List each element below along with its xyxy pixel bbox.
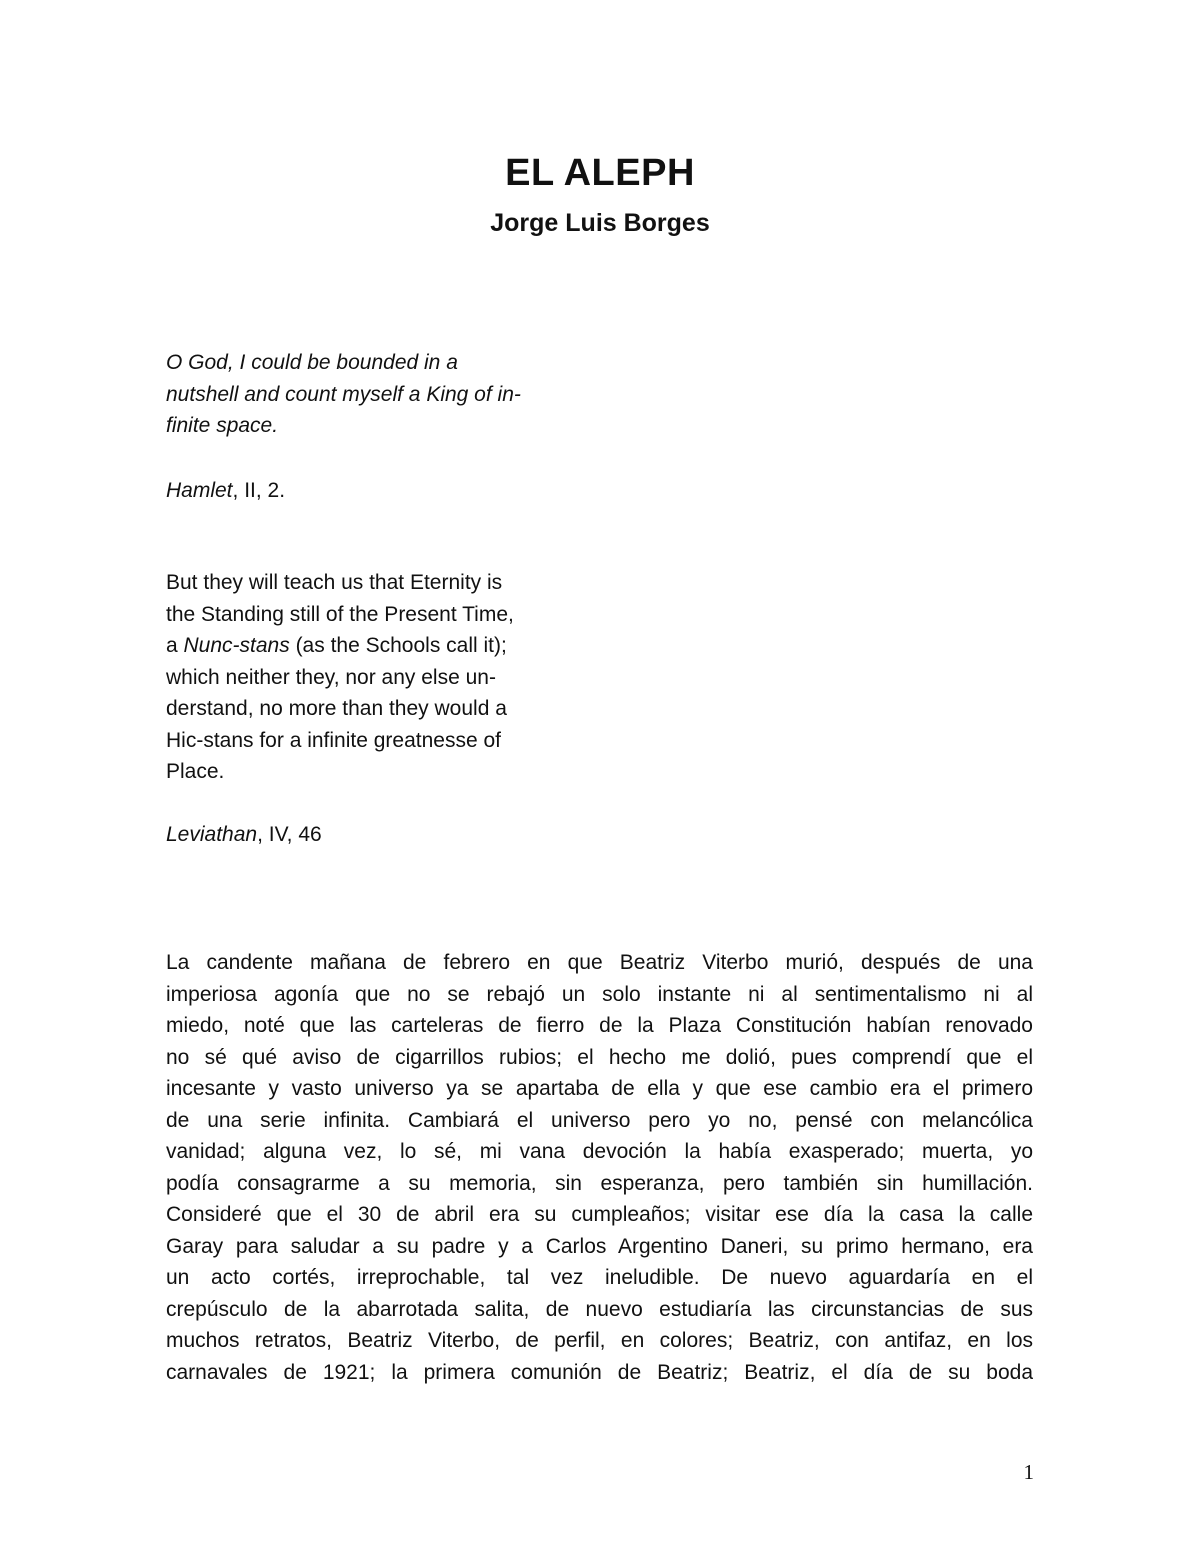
body-line: incesante y vasto universo ya se apartaba de ella y que ese cambio era el primero — [166, 1077, 1033, 1100]
body-line: no sé qué aviso de cigarrillos rubios; el hecho me dolió, pues comprendí que el — [166, 1045, 1033, 1069]
epigraph-leviathan-source — [166, 819, 586, 851]
epigraph-line: But they will teach us that Eternity is — [166, 571, 503, 594]
epigraph-line: the Standing still of the Present Time, — [166, 602, 514, 626]
epigraph-hamlet-source — [166, 475, 586, 507]
source-reference: , IV, 46 — [257, 823, 322, 846]
body-line: vanidad; alguna vez, lo sé, mi vana devoción la había exasperado; muerta, yo — [166, 1140, 1033, 1163]
body-line: carnavales de 1921; la primera comunión de Beatriz; Beatriz, el día de su boda — [166, 1360, 1033, 1384]
body-line: un acto cortés, irreprochable, tal vez ineludible. De nuevo aguardaría en el — [166, 1266, 1033, 1289]
body-line: La candente mañana de febrero en que Beatriz Viterbo murió, después de una — [166, 951, 1033, 974]
body-line: muchos retratos, Beatriz Viterbo, de perfil, en colores; Beatriz, con antifaz, en los — [166, 1329, 1033, 1352]
body-line: crepúsculo de la abarrotada salita, de nuevo estudiaría las circunstancias de sus — [166, 1297, 1033, 1321]
epigraph-text: a — [166, 634, 184, 657]
source-reference: , II, 2. — [232, 479, 286, 502]
body-line: podía consagrarme a su memoria, sin esperanza, pero también sin humillación. — [166, 1171, 1033, 1195]
epigraph-line: Hic-stans for a infinite greatnesse of — [166, 728, 501, 752]
epigraph-line: Place. — [166, 760, 225, 783]
body-line: de una serie infinita. Cambiará el universo pero yo no, pensé con melancólica — [166, 1108, 1033, 1132]
epigraph-leviathan-quote — [166, 567, 586, 788]
source-work-title: Leviathan — [166, 823, 258, 846]
epigraph-line: finite space. — [166, 414, 279, 437]
document-author: Jorge Luis Borges — [490, 209, 710, 237]
body-line: imperiosa agonía que no se rebajó un solo instante ni al sentimentalismo ni al — [166, 982, 1033, 1006]
document-title: EL ALEPH — [505, 152, 695, 194]
page-number: 1 — [1023, 1460, 1034, 1484]
body-line: miedo, noté que las carteleras de fierro de la Plaza Constitución habían renovado — [166, 1014, 1033, 1037]
epigraph-line: which neither they, nor any else un- — [166, 665, 496, 689]
body-line: Garay para saludar a su padre y a Carlos Argentino Daneri, su primo hermano, era — [166, 1234, 1033, 1258]
body-line: Consideré que el 30 de abril era su cumpleaños; visitar ese día la casa la calle — [166, 1203, 1033, 1226]
epigraph-text: (as the Schools call it); — [289, 634, 507, 657]
epigraph-line: nutshell and count myself a King of in- — [166, 382, 521, 406]
epigraph-line — [166, 630, 586, 662]
body-paragraph — [166, 947, 1033, 1388]
epigraph-hamlet-quote — [166, 347, 586, 442]
epigraph-line: O God, I could be bounded in a — [166, 351, 458, 374]
epigraph-italic-term: Nunc-stans — [183, 634, 290, 657]
source-work-title: Hamlet — [166, 479, 233, 502]
epigraph-line: derstand, no more than they would a — [166, 697, 507, 720]
